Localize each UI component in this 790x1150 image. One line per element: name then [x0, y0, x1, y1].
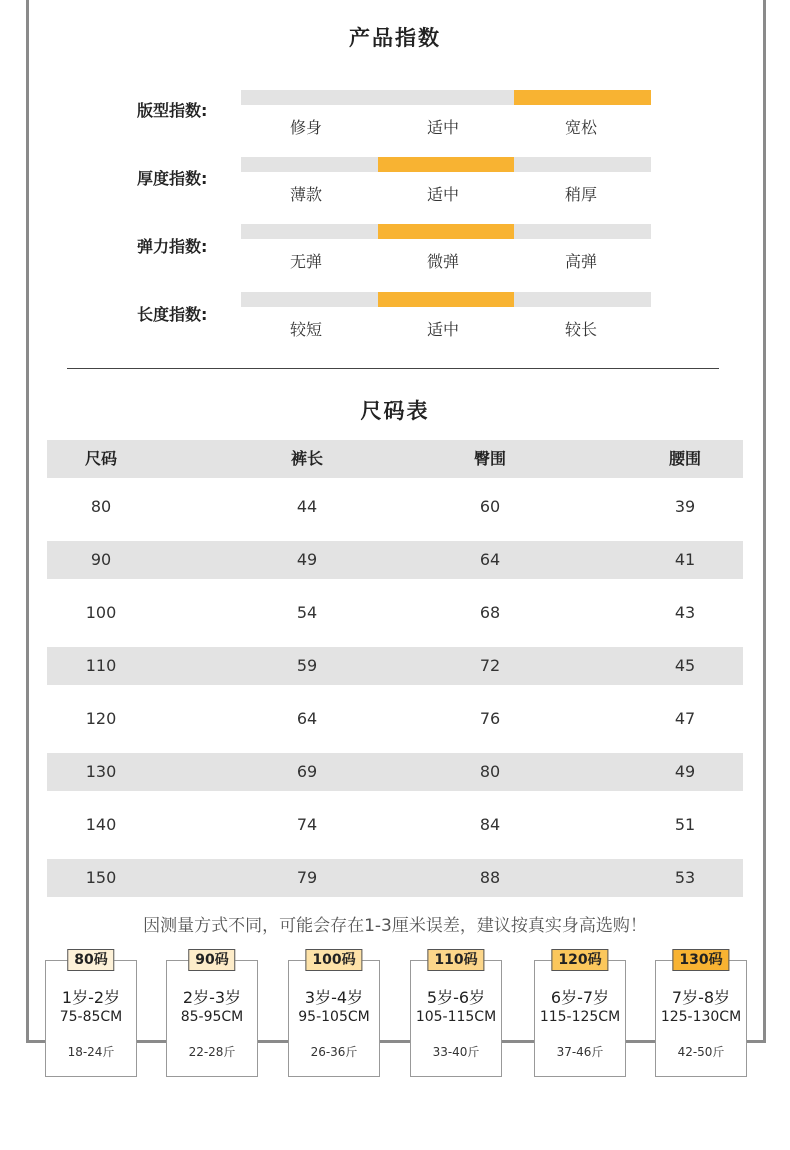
index-selected-segment	[378, 292, 515, 307]
table-cell: 60	[479, 497, 501, 516]
height-range: 115-125CM	[539, 1009, 621, 1025]
height-range: 75-85CM	[59, 1009, 123, 1025]
size-guide-card	[288, 952, 380, 1077]
index-selected-segment	[378, 224, 515, 239]
index-option: 微弹	[426, 252, 459, 271]
weight-range: 37-46斤	[556, 1045, 604, 1059]
table-header-cell: 裤长	[290, 449, 323, 468]
table-cell: 79	[296, 868, 318, 887]
index-label: 长度指数:	[137, 305, 208, 324]
index-bar	[241, 292, 651, 307]
table-cell: 54	[296, 603, 318, 622]
weight-range: 18-24斤	[67, 1045, 115, 1059]
height-range: 105-115CM	[415, 1009, 497, 1025]
weight-range: 42-50斤	[677, 1045, 725, 1059]
age-range: 3岁-4岁	[304, 988, 364, 1007]
age-range: 1岁-2岁	[61, 988, 121, 1007]
table-cell: 100	[85, 603, 117, 622]
table-row	[47, 700, 743, 738]
table-header-cell: 腰围	[668, 449, 701, 468]
size-guide-card	[410, 952, 502, 1077]
table-cell: 80	[90, 497, 112, 516]
product-index-title: 产品指数	[349, 26, 441, 50]
age-range: 6岁-7岁	[550, 988, 610, 1007]
index-option: 高弹	[564, 252, 597, 271]
frame-right-border	[763, 0, 766, 1043]
table-cell: 64	[479, 550, 501, 569]
index-option: 适中	[426, 185, 459, 204]
size-tag: 90码	[188, 949, 235, 971]
size-tag: 110码	[427, 949, 484, 971]
index-selected-segment	[514, 90, 651, 105]
table-header-cell: 尺码	[84, 449, 117, 468]
table-row	[47, 488, 743, 526]
index-option: 修身	[289, 118, 322, 137]
table-cell: 39	[674, 497, 696, 516]
size-table-title: 尺码表	[360, 399, 430, 423]
table-cell: 120	[85, 709, 117, 728]
table-cell: 51	[674, 815, 696, 834]
table-cell: 74	[296, 815, 318, 834]
table-row	[47, 806, 743, 844]
table-cell: 69	[296, 762, 318, 781]
table-cell: 130	[85, 762, 117, 781]
index-bar	[241, 224, 651, 239]
height-range: 95-105CM	[298, 1009, 370, 1025]
table-cell: 84	[479, 815, 501, 834]
age-range: 7岁-8岁	[671, 988, 731, 1007]
table-row	[47, 859, 743, 897]
table-row	[47, 647, 743, 685]
age-range: 5岁-6岁	[426, 988, 486, 1007]
age-range: 2岁-3岁	[182, 988, 242, 1007]
table-cell: 90	[90, 550, 112, 569]
weight-range: 22-28斤	[188, 1045, 236, 1059]
size-guide-card	[45, 952, 137, 1077]
table-cell: 80	[479, 762, 501, 781]
index-selected-segment	[378, 157, 515, 172]
section-divider	[67, 368, 719, 369]
index-bar	[241, 90, 651, 105]
table-cell: 140	[85, 815, 117, 834]
index-option: 较长	[564, 320, 597, 339]
index-label: 版型指数:	[137, 101, 208, 120]
table-cell: 110	[85, 656, 117, 675]
table-cell: 43	[674, 603, 696, 622]
table-cell: 49	[674, 762, 696, 781]
index-option: 适中	[426, 320, 459, 339]
table-cell: 53	[674, 868, 696, 887]
table-row	[47, 541, 743, 579]
table-cell: 72	[479, 656, 501, 675]
index-bar	[241, 157, 651, 172]
index-label: 厚度指数:	[137, 169, 208, 188]
table-row	[47, 753, 743, 791]
index-option: 薄款	[289, 185, 322, 204]
index-label: 弹力指数:	[137, 237, 208, 256]
index-option: 适中	[426, 118, 459, 137]
table-cell: 150	[85, 868, 117, 887]
table-cell: 76	[479, 709, 501, 728]
table-row	[47, 594, 743, 632]
size-tag: 100码	[305, 949, 362, 971]
table-cell: 68	[479, 603, 501, 622]
size-tag: 130码	[672, 949, 729, 971]
table-cell: 88	[479, 868, 501, 887]
weight-range: 26-36斤	[310, 1045, 358, 1059]
table-header-row	[47, 440, 743, 478]
table-cell: 59	[296, 656, 318, 675]
table-header-cell: 臀围	[473, 449, 506, 468]
size-tag: 120码	[551, 949, 608, 971]
index-option: 稍厚	[564, 185, 597, 204]
height-range: 85-95CM	[180, 1009, 244, 1025]
index-option: 较短	[289, 320, 322, 339]
table-cell: 47	[674, 709, 696, 728]
measurement-note: 因测量方式不同，可能会存在1-3厘米误差，建议按真实身高选购！	[143, 916, 647, 936]
table-cell: 45	[674, 656, 696, 675]
table-cell: 41	[674, 550, 696, 569]
table-cell: 64	[296, 709, 318, 728]
size-tag: 80码	[67, 949, 114, 971]
height-range: 125-130CM	[660, 1009, 742, 1025]
size-guide-card	[534, 952, 626, 1077]
index-option: 宽松	[564, 118, 597, 137]
table-cell: 44	[296, 497, 318, 516]
index-option: 无弹	[289, 252, 322, 271]
frame-left-border	[26, 0, 29, 1043]
table-cell: 49	[296, 550, 318, 569]
size-guide-card	[166, 952, 258, 1077]
size-guide-card	[655, 952, 747, 1077]
weight-range: 33-40斤	[432, 1045, 480, 1059]
